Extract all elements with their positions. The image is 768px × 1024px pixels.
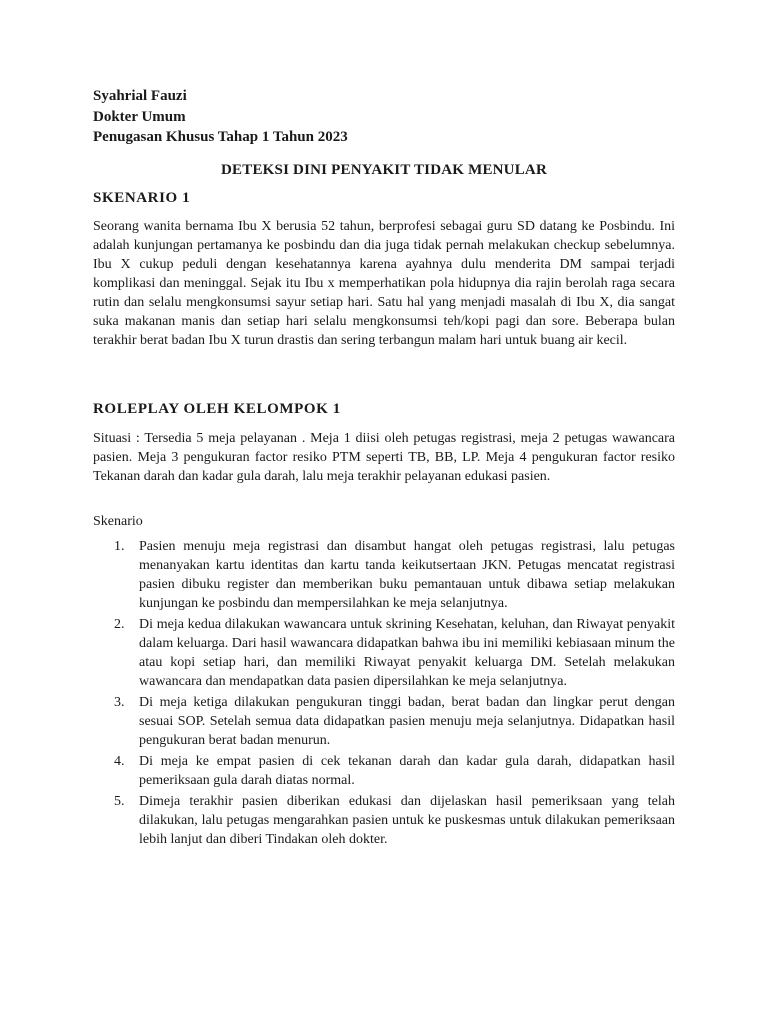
- author-block: [93, 86, 493, 148]
- author-name: Syahrial Fauzi: [93, 88, 187, 104]
- roleplay-heading: ROLEPLAY OLEH KELOMPOK 1: [93, 401, 341, 417]
- step-text: Dimeja terakhir pasien diberikan edukasi dan dijelaskan hasil pemeriksaan yang telah dilakukan, lalu petugas mengarahkan pasien untuk ke puskesmas untuk dilakukan pemeriksaan lebih lanjut dan diberi Tindakan oleh dokter.: [139, 794, 675, 847]
- step-text: Pasien menuju meja registrasi dan disambut hangat oleh petugas registrasi, lalu petugas menanyakan kartu identitas dan kartu tanda keikutsertaan JKN. Petugas mencatat registrasi pasien dibuku register dan memberikan buku pemantauan untuk dibawa setiap melakukan kunjungan ke posbindu dan mempersilahkan ke meja selanjutnya.: [139, 539, 675, 611]
- step-number: 3.: [114, 695, 125, 710]
- step-number: 5.: [114, 794, 125, 809]
- scenario-step: [93, 792, 675, 849]
- step-text: Di meja ke empat pasien di cek tekanan darah dan kadar gula darah, didapatkan hasil pemeriksaan gula darah diatas normal.: [139, 754, 675, 788]
- scenario-steps-list: [93, 537, 675, 851]
- author-assignment: Penugasan Khusus Tahap 1 Tahun 2023: [93, 129, 348, 145]
- step-number: 4.: [114, 754, 125, 769]
- scenario-1-text: Seorang wanita bernama Ibu X berusia 52 tahun, berprofesi sebagai guru SD datang ke Posbindu. Ini adalah kunjungan pertamanya ke posbindu dan dia juga tidak pernah melakukan checkup sebelumnya. Ibu X cukup peduli dengan kesehatannya karena ayahnya dulu menderita DM sampai terjadi komplikasi dan meninggal. Sejak itu Ibu x memperhatikan pola hidupnya dia rajin berolah raga secara rutin dan selalu mengkonsumsi sayur setiap hari. Satu hal yang menjadi masalah di Ibu X, dia sangat suka makanan manis dan setiap hari selalu mengkonsumsi teh/kopi pagi dan sore. Beberapa bulan terakhir berat badan Ibu X turun drastis dan sering terbangun malam hari untuk buang air kecil.: [93, 219, 675, 348]
- author-role: Dokter Umum: [93, 108, 186, 125]
- step-text: Di meja ketiga dilakukan pengukuran tinggi badan, berat badan dan lingkar perut dengan sesuai SOP. Setelah semua data didapatkan pasien menuju meja selanjutnya. Didapatkan hasil pengukuran berat badan menurun.: [139, 695, 675, 748]
- step-number: 1.: [114, 539, 125, 554]
- scenario-step: [93, 693, 675, 750]
- scenario-step: [93, 537, 675, 613]
- scenario-1-heading: SKENARIO 1: [93, 190, 191, 206]
- step-text: Di meja kedua dilakukan wawancara untuk skrining Kesehatan, keluhan, dan Riwayat penyakit dalam keluarga. Dari hasil wawancara didapatkan bahwa ibu ini memiliki kebiasaan minum the atau kopi setiap hari, dan memiliki Riwayat penyakit keluarga DM. Setelah melakukan wawancara dan mendapatkan data pasien dipersilahkan ke meja selanjutnya.: [139, 617, 675, 689]
- roleplay-situation: Situasi : Tersedia 5 meja pelayanan . Meja 1 diisi oleh petugas registrasi, meja 2 petugas wawancara pasien. Meja 3 pengukuran factor resiko PTM seperti TB, BB, LP. Meja 4 pengukuran factor resiko Tekanan darah dan kadar gula darah, lalu meja terakhir pelayanan edukasi pasien.: [93, 431, 675, 484]
- scenario-label: Skenario: [93, 514, 143, 529]
- scenario-step: [93, 752, 675, 790]
- document-title: DETEKSI DINI PENYAKIT TIDAK MENULAR: [221, 162, 547, 178]
- step-number: 2.: [114, 617, 125, 632]
- scenario-step: [93, 615, 675, 691]
